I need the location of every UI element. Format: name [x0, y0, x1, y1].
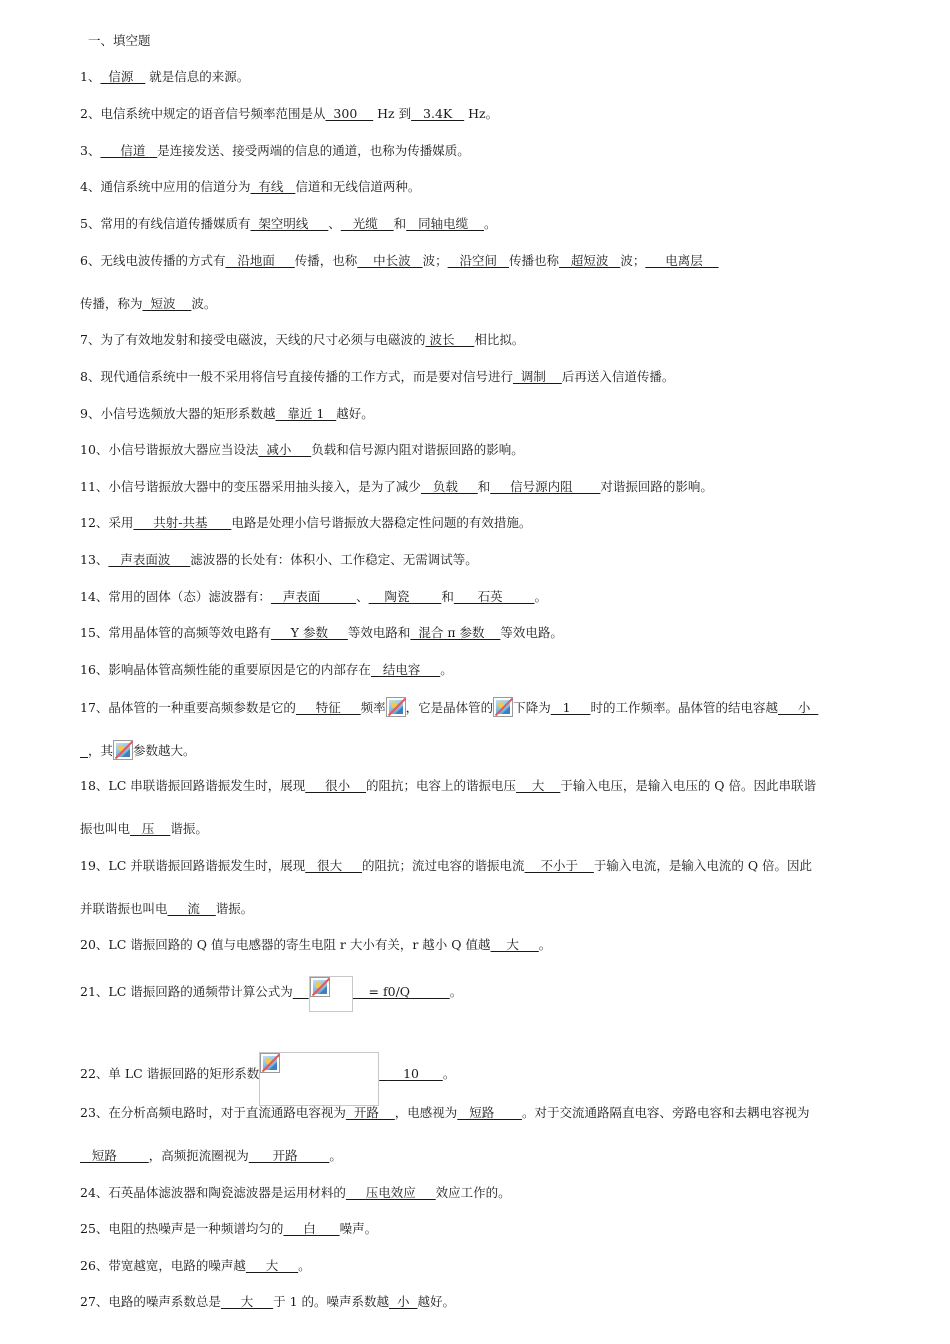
question-26: 26、带宽越宽，电路的噪声越 大 。: [80, 1258, 311, 1273]
answer: 短波: [142, 296, 192, 311]
broken-image-icon: [310, 977, 330, 997]
answer: 信道: [100, 143, 158, 158]
answer: 特征: [295, 700, 361, 715]
answer: 靠近 1: [275, 406, 337, 421]
question-3: 3、 信道 是连接发送、接受两端的信息的通道，也称为传播媒质。: [80, 143, 470, 158]
answer: 沿地面: [225, 253, 295, 268]
answer: 不小于: [524, 858, 594, 873]
answer: 共射-共基: [133, 515, 232, 530]
answer: 减小: [258, 442, 312, 457]
question-19-cont: 并联谐振也叫电 流 谐振。: [80, 901, 254, 916]
answer: 中长波: [357, 253, 423, 268]
answer: 压: [130, 821, 171, 836]
question-8: 8、现代通信系统中一般不采用将信号直接传播的工作方式，而是要对信号进行 调制 后再送入信道传播。: [80, 369, 675, 384]
answer: 3.4K: [411, 106, 465, 121]
answer: 调制: [512, 369, 562, 384]
answer: 小: [777, 700, 819, 715]
answer: 沿空间: [447, 253, 509, 268]
question-21: 21、LC 谐振回路的通频带计算公式为 = f0/Q 。: [80, 976, 928, 1012]
question-2: 2、电信系统中规定的语音信号频率范围是从 300 Hz 到 3.4K Hz。: [80, 106, 499, 121]
question-17-cont: ，其 参数越大。: [80, 740, 928, 760]
answer: 有线: [250, 179, 296, 194]
question-12: 12、采用 共射-共基 电路是处理小信号谐振放大器稳定性问题的有效措施。: [80, 515, 532, 530]
answer: 混合 π 参数: [410, 625, 501, 640]
question-7: 7、为了有效地发射和接受电磁波，天线的尺寸必须与电磁波的 波长 相比拟。: [80, 332, 525, 347]
question-6: 6、无线电波传播的方式有 沿地面 传播，也称 中长波 波； 沿空间 传播也称 超短波 波； 电离层: [80, 253, 719, 268]
answer: 信源: [100, 69, 146, 84]
answer: 开路: [345, 1105, 395, 1120]
answer: 结电容: [370, 662, 441, 677]
question-17: 17、晶体管的一种重要高频参数是它的 特征 频率 ，它是晶体管的 下降为 1 时的工作频率。晶体管的结电容越 小: [80, 697, 928, 717]
answer: 大: [490, 937, 539, 952]
answer: = f0/Q: [352, 984, 450, 999]
formula-image: [309, 976, 353, 1012]
answer: 大: [220, 1294, 274, 1309]
answer: 声表面: [270, 589, 357, 604]
answer: 负载: [420, 479, 478, 494]
answer: 1: [550, 700, 591, 715]
answer: 很小: [305, 778, 367, 793]
question-9: 9、小信号选频放大器的矩形系数越 靠近 1 越好。: [80, 406, 374, 421]
answer: Y 参数: [270, 625, 348, 640]
question-6-cont: 传播，称为 短波 波。: [80, 296, 217, 311]
question-14: 14、常用的固体（态）滤波器有： 声表面 、 陶瓷 和 石英 。: [80, 589, 547, 604]
answer: 陶瓷: [368, 589, 442, 604]
section-heading: 一、填空题: [88, 33, 151, 48]
answer: 流: [167, 901, 216, 916]
broken-image-icon: [493, 697, 513, 717]
broken-image-icon: [113, 740, 133, 760]
question-23: 23、在分析高频电路时，对于直流通路电容视为 开路 ，电感视为 短路 。对于交流通路隔直电容、旁路电容和去耦电容视为: [80, 1105, 810, 1120]
answer: 开路: [248, 1148, 330, 1163]
answer: 大: [245, 1258, 299, 1273]
question-15: 15、常用晶体管的高频等效电路有 Y 参数 等效电路和 混合 π 参数 等效电路。: [80, 625, 563, 640]
answer: 光缆: [340, 216, 394, 231]
question-22: 22、单 LC 谐振回路的矩形系数 10 。: [80, 1052, 928, 1106]
question-5: 5、常用的有线信道传播媒质有 架空明线 、 光缆 和 同轴电缆 。: [80, 216, 497, 231]
question-24: 24、石英晶体滤波器和陶瓷滤波器是运用材料的 压电效应 效应工作的。: [80, 1185, 511, 1200]
answer: 10: [387, 1066, 443, 1081]
answer: 电离层: [645, 253, 719, 268]
answer: 短路: [457, 1105, 523, 1120]
formula-image: [259, 1052, 379, 1106]
question-18: 18、LC 串联谐振回路谐振发生时，展现 很小 的阻抗；电容上的谐振电压 大 于输入电压，是输入电压的 Q 倍。因此串联谐: [80, 778, 817, 793]
question-4: 4、通信系统中应用的信道分为 有线 信道和无线信道两种。: [80, 179, 421, 194]
broken-image-icon: [386, 697, 406, 717]
question-25: 25、电阻的热噪声是一种频谱均匀的 白 噪声。: [80, 1221, 378, 1236]
question-23-cont: 短路 ，高频扼流圈视为 开路 。: [80, 1148, 342, 1163]
question-16: 16、影响晶体管高频性能的重要原因是它的内部存在 结电容 。: [80, 662, 453, 677]
question-10: 10、小信号谐振放大器应当设法 减小 负载和信号源内阻对谐振回路的影响。: [80, 442, 524, 457]
answer: 300: [325, 106, 374, 121]
broken-image-icon: [260, 1053, 280, 1073]
question-1: 1、 信源 就是信息的来源。: [80, 69, 250, 84]
answer: 短路: [80, 1148, 149, 1163]
answer: 压电效应: [345, 1185, 436, 1200]
answer: 石英: [453, 589, 535, 604]
answer: 同轴电缆: [406, 216, 484, 231]
question-11: 11、小信号谐振放大器中的变压器采用抽头接入，是为了减少 负载 和 信号源内阻 对谐振回路的影响。: [80, 479, 713, 494]
question-18-cont: 振也叫电 压 谐振。: [80, 821, 208, 836]
question-27: 27、电路的噪声系数总是 大 于 1 的。噪声系数越 小 越好。: [80, 1294, 455, 1309]
answer: 很大: [305, 858, 363, 873]
answer: 架空明线: [250, 216, 329, 231]
answer: 超短波: [558, 253, 621, 268]
question-19: 19、LC 并联谐振回路谐振发生时，展现 很大 的阻抗；流过电容的谐振电流 不小于 于输入电流，是输入电流的 Q 倍。因此: [80, 858, 813, 873]
question-20: 20、LC 谐振回路的 Q 值与电感器的寄生电阻 r 大小有关，r 越小 Q 值越 大 。: [80, 937, 552, 952]
answer: 大: [516, 778, 561, 793]
answer: 白: [283, 1221, 340, 1236]
answer: 小: [389, 1294, 418, 1309]
answer: 信号源内阻: [490, 479, 601, 494]
answer: 波长: [425, 332, 475, 347]
answer: 声表面波: [108, 552, 191, 567]
question-13: 13、 声表面波 滤波器的长处有：体积小、工作稳定、无需调试等。: [80, 552, 478, 567]
